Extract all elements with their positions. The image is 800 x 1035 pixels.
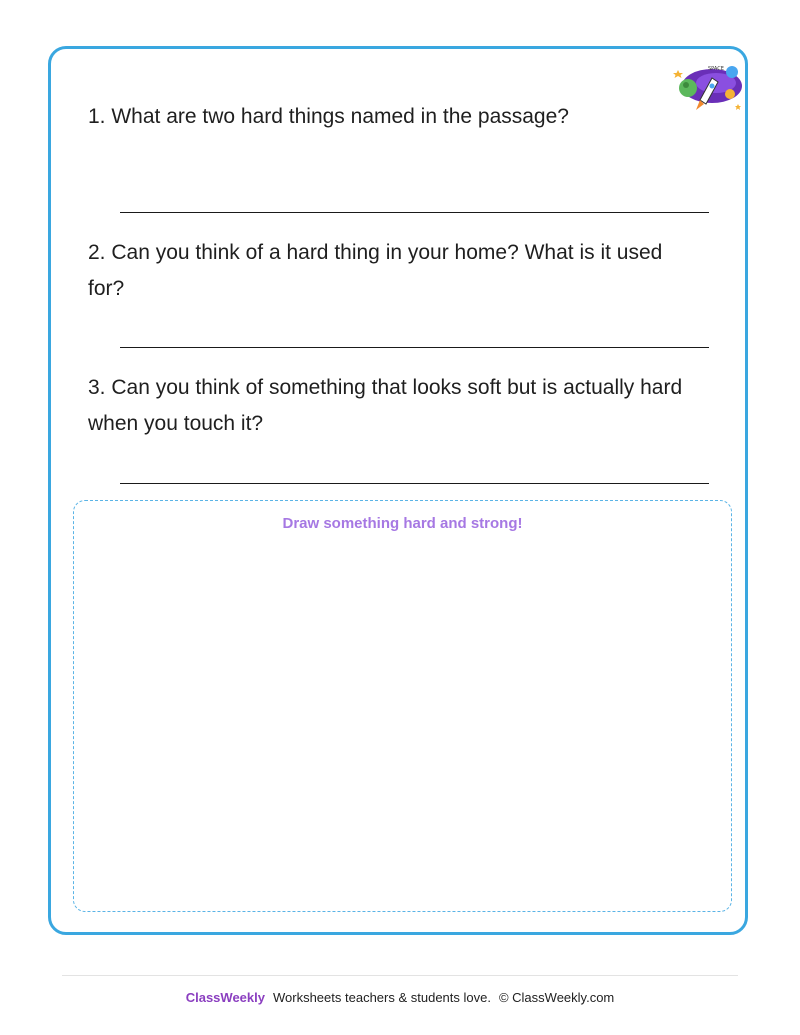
answer-line-3[interactable]: [120, 483, 709, 484]
drawing-area[interactable]: [73, 500, 732, 912]
answer-line-2[interactable]: [120, 347, 709, 348]
footer: [0, 990, 800, 1005]
question-2: 2. Can you think of a hard thing in your home? What is it used for?: [88, 241, 663, 300]
footer-brand: ClassWeekly: [185, 990, 265, 1005]
footer-copyright: © ClassWeekly.com: [498, 990, 615, 1005]
answer-line-1[interactable]: [120, 212, 709, 213]
footer-tagline: Worksheets teachers & students love.: [272, 990, 491, 1005]
footer-divider: [62, 975, 738, 976]
svg-text:SPACE: SPACE: [708, 66, 724, 72]
question-1: 1. What are two hard things named in the passage?: [88, 105, 569, 128]
drawing-prompt: Draw something hard and strong!: [282, 515, 523, 532]
question-3: 3. Can you think of something that looks soft but is actually hard when you touch it?: [88, 376, 683, 435]
